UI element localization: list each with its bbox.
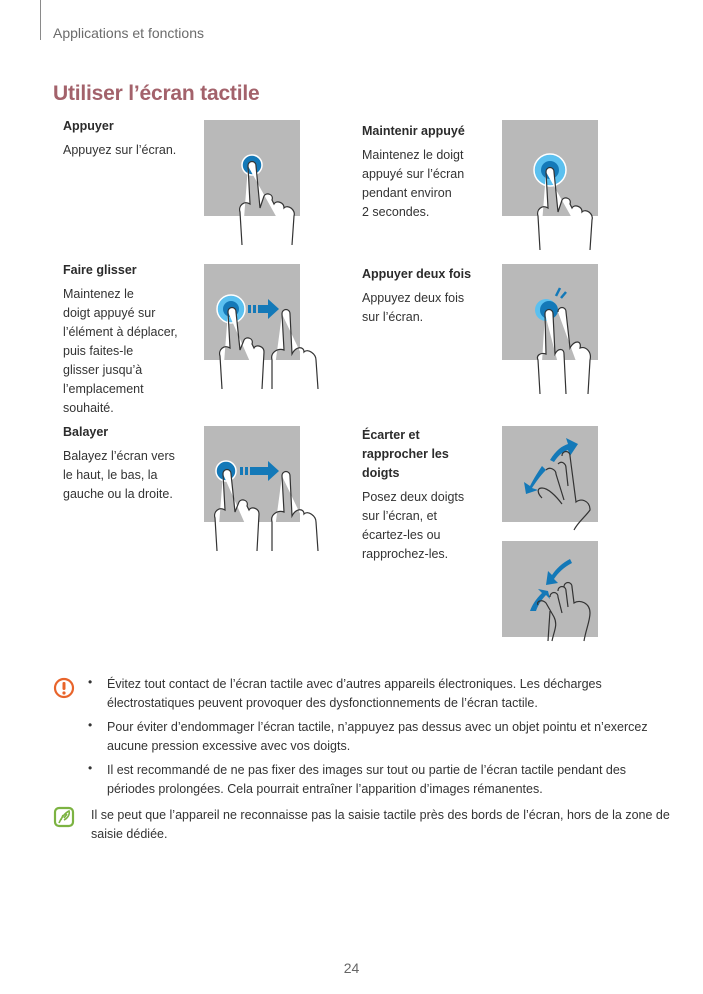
gesture-tap — [63, 117, 181, 160]
gesture-description — [362, 146, 480, 222]
page-number: 24 — [343, 960, 360, 976]
desc-line: l’emplacement — [63, 382, 144, 396]
title-line: Écarter et — [362, 428, 420, 442]
caution-item — [88, 718, 678, 756]
gesture-description — [63, 141, 181, 160]
desc-line: sur l’écran, et — [362, 509, 438, 523]
gesture-description — [362, 289, 480, 327]
page-title: Utiliser l’écran tactile — [53, 82, 260, 105]
swipe-gesture-illustration — [204, 426, 328, 556]
desc-line: souhaité. — [63, 401, 114, 415]
desc-line: sur l’écran. — [362, 310, 424, 324]
gesture-title: Maintenir appuyé — [362, 124, 465, 138]
note-line: Il se peut que l’appareil ne reconnaisse pas la saisie tactile près des bords de l’écran, hors de la zone de — [91, 808, 670, 822]
caution-item — [88, 675, 678, 713]
long-press-gesture-illustration — [502, 120, 626, 250]
gesture-description — [63, 447, 181, 504]
caution-line: Pour éviter d’endommager l’écran tactile, n’appuyez pas dessus avec un objet pointu et n’exercez — [107, 720, 648, 734]
note-text — [91, 806, 681, 844]
gesture-double-tap — [362, 265, 480, 327]
title-line: rapprocher les — [362, 447, 449, 461]
bullet: • — [88, 675, 93, 689]
caution-line: Il est recommandé de ne pas fixer des images sur tout ou partie de l’écran tactile pendant des — [107, 763, 627, 777]
desc-line: puis faites-le — [63, 344, 134, 358]
gesture-swipe — [63, 423, 181, 504]
caution-list — [88, 675, 678, 799]
bullet: • — [88, 718, 93, 732]
pinch-in-gesture-illustration — [502, 541, 602, 641]
desc-line: écartez-les ou — [362, 528, 441, 542]
desc-line: Maintenez le doigt — [362, 148, 464, 162]
desc-line: Appuyez sur l’écran. — [63, 143, 177, 157]
gesture-title: Balayer — [63, 425, 109, 439]
note-icon — [53, 806, 75, 828]
desc-line: Appuyez deux fois — [362, 291, 465, 305]
desc-line: Balayez l’écran vers — [63, 449, 175, 463]
desc-line: appuyé sur l’écran — [362, 167, 465, 181]
caution-line: aucune pression excessive avec vos doigts. — [107, 739, 351, 753]
bullet: • — [88, 761, 93, 775]
gesture-title: Appuyer deux fois — [362, 267, 472, 281]
gesture-long-press — [362, 122, 480, 222]
header-rule — [40, 0, 41, 40]
desc-line: gauche ou la droite. — [63, 487, 173, 501]
pinch-out-gesture-illustration — [502, 426, 602, 526]
desc-line: pendant environ — [362, 186, 452, 200]
title-line: doigts — [362, 466, 400, 480]
gesture-title: Appuyer — [63, 119, 114, 133]
desc-line: doigt appuyé sur — [63, 306, 156, 320]
desc-line: 2 secondes. — [362, 205, 430, 219]
desc-line: rapprochez-les. — [362, 547, 449, 561]
gesture-description — [63, 285, 181, 418]
caution-line: Évitez tout contact de l’écran tactile avec d’autres appareils électroniques. Les décharges — [107, 677, 602, 691]
double-tap-gesture-illustration — [502, 264, 626, 394]
caution-item — [88, 761, 678, 799]
tap-gesture-illustration — [204, 120, 328, 250]
gesture-title — [362, 426, 480, 483]
gesture-title: Faire glisser — [63, 263, 137, 277]
gesture-drag — [63, 261, 181, 418]
section-header: Applications et fonctions — [53, 25, 204, 41]
gesture-pinch — [362, 426, 480, 564]
caution-icon — [53, 677, 75, 699]
caution-line: périodes prolongées. Cela pourrait entraîner l’apparition d’images rémanentes. — [107, 782, 543, 796]
caution-line: électrostatiques peuvent provoquer des dysfonctionnements de l’écran tactile. — [107, 696, 538, 710]
desc-line: Maintenez le — [63, 287, 134, 301]
drag-gesture-illustration — [204, 264, 328, 394]
gesture-description — [362, 488, 480, 564]
desc-line: glisser jusqu’à — [63, 363, 143, 377]
desc-line: l’élément à déplacer, — [63, 325, 178, 339]
desc-line: le haut, le bas, la — [63, 468, 158, 482]
note-line: saisie dédiée. — [91, 827, 168, 841]
desc-line: Posez deux doigts — [362, 490, 465, 504]
